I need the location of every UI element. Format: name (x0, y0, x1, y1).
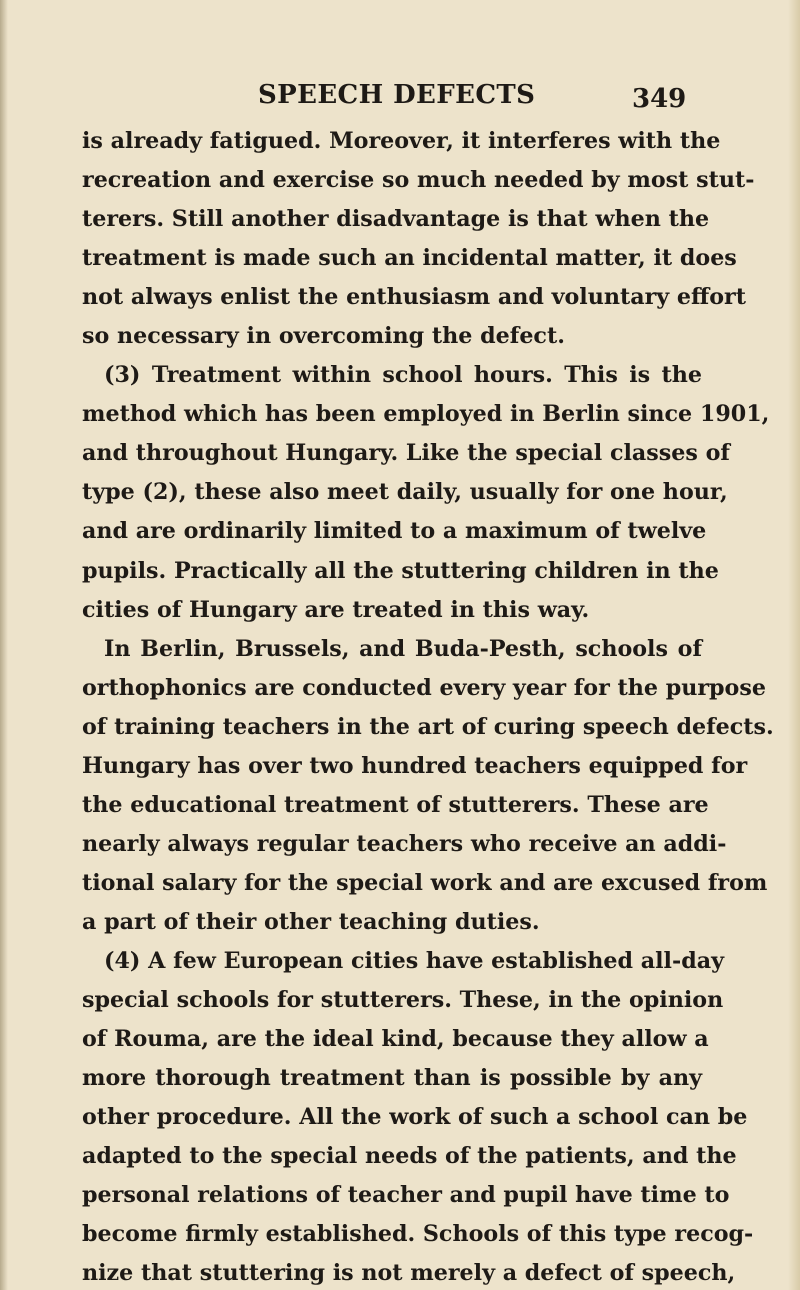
running-title: SPEECH DEFECTS (258, 80, 536, 110)
text-line: terers. Still another disadvantage is that when the (82, 206, 710, 233)
text-line: personal relations of teacher and pupil have time to (82, 1182, 730, 1209)
text-line: type (2), these also meet daily, usually for one hour, (82, 479, 728, 506)
text-line: of training teachers in the art of curing speech defects. (82, 713, 774, 740)
text-line: orthophonics are conducted every year for the purpose (82, 674, 766, 701)
text-line: (4) A few European cities have established all-day (104, 947, 724, 974)
text-line: become firmly established. Schools of this type recog- (82, 1221, 754, 1248)
text-line: (3) Treatment within school hours. This is the (104, 362, 702, 389)
body-text (82, 122, 774, 1290)
text-line: tional salary for the special work and are excused from (82, 869, 768, 896)
text-line: special schools for stutterers. These, in the opinion (82, 987, 724, 1014)
text-line: a part of their other teaching duties. (82, 908, 540, 935)
text-line: adapted to the special needs of the patients, and the (82, 1143, 737, 1170)
text-line: method which has been employed in Berlin since 1901, (82, 401, 770, 428)
text-line: the educational treatment of stutterers. These are (82, 791, 709, 818)
text-line: In Berlin, Brussels, and Buda-Pesth, schools of (104, 635, 702, 662)
text-line: treatment is made such an incidental matter, it does (82, 245, 737, 272)
text-line: pupils. Practically all the stuttering children in the (82, 557, 719, 584)
text-line: not always enlist the enthusiasm and voluntary effort (82, 284, 746, 311)
text-line: nearly always regular teachers who receive an addi- (82, 830, 727, 857)
text-line: so necessary in overcoming the defect. (82, 323, 565, 350)
text-line: nize that stuttering is not merely a defect of speech, (82, 1260, 736, 1287)
page-gutter-shadow (0, 0, 8, 1290)
text-line: and throughout Hungary. Like the special classes of (82, 440, 730, 467)
page-number: 349 (632, 84, 687, 114)
text-line: cities of Hungary are treated in this way. (82, 596, 590, 623)
text-line: other procedure. All the work of such a school can be (82, 1104, 748, 1131)
text-line: Hungary has over two hundred teachers equipped for (82, 752, 748, 779)
text-line: recreation and exercise so much needed by most stut- (82, 167, 755, 194)
text-line: more thorough treatment than is possible by any (82, 1065, 702, 1092)
text-line: and are ordinarily limited to a maximum of twelve (82, 518, 707, 545)
text-line: of Rouma, are the ideal kind, because they allow a (82, 1026, 709, 1053)
text-line: is already fatigued. Moreover, it interferes with the (82, 128, 721, 154)
page-edge (788, 0, 800, 1290)
